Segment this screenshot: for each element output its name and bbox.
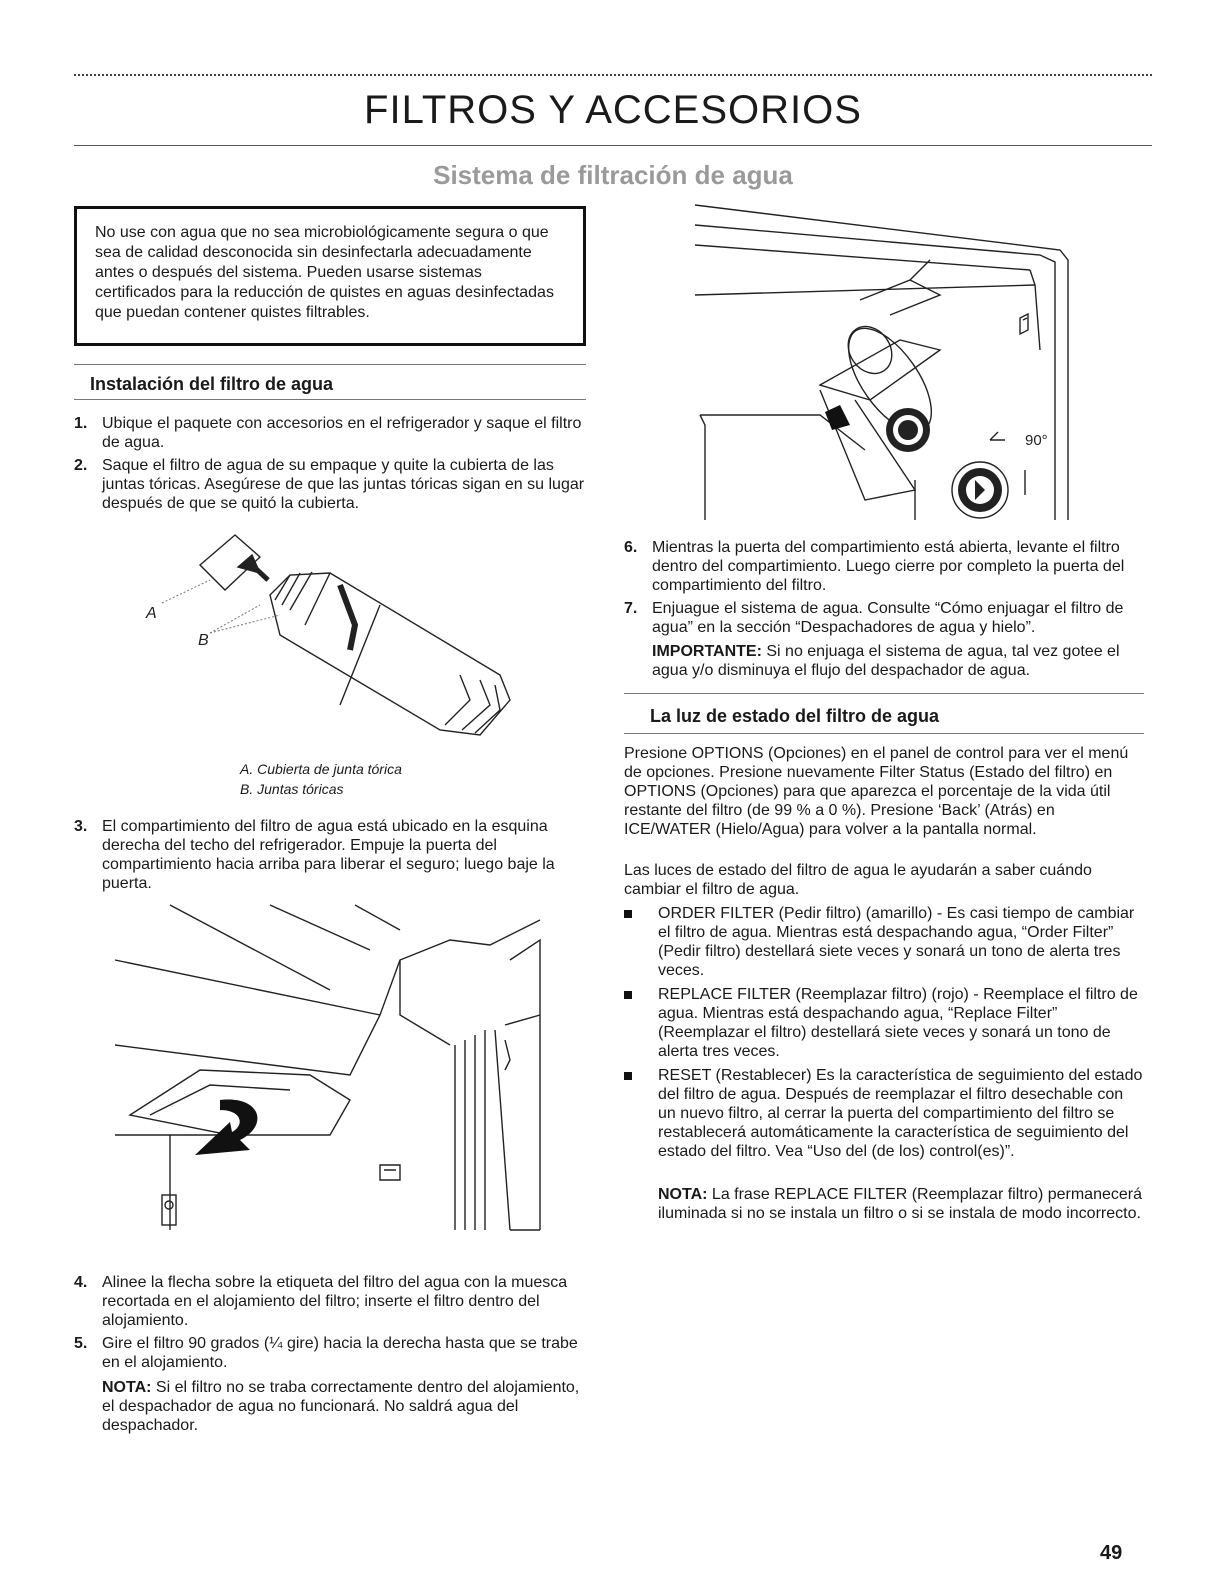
install-heading: Instalación del filtro de agua	[90, 374, 334, 394]
ceiling-compartment-illustration	[110, 900, 550, 1240]
step-text: Saque el filtro de agua de su empaque y quite la cubierta de las juntas tóricas. Asegúrese de que las juntas tóricas sigan en su lugar después de que se quitó la cubierta.	[102, 457, 585, 512]
step-text: El compartimiento del filtro de agua está ubicado en la esquina derecha del techo del refrigerador. Empuje la puerta del compartimiento hacia arriba para liberar el seguro; luego baje la puerta.	[102, 818, 555, 892]
bullet-square	[624, 1072, 632, 1080]
step-number: 4.	[74, 1274, 88, 1291]
step-number: 6.	[624, 539, 638, 556]
step-text: Enjuague el sistema de agua. Consulte “Cómo enjuagar el filtro de agua” en la sección “Despachadores de agua y hielo”.	[652, 600, 1124, 636]
step-number: 2.	[74, 457, 88, 474]
angle-label: 90°	[1025, 432, 1048, 449]
bullet-square	[624, 991, 632, 999]
step-text: Gire el filtro 90 grados (¼ gire) hacia la derecha hasta que se trabe en el alojamiento.	[102, 1335, 578, 1371]
bullet-square	[624, 910, 632, 918]
step-number: 5.	[74, 1335, 88, 1352]
status-heading-rule-top	[624, 693, 1144, 694]
install-heading-rule-bottom	[74, 399, 586, 400]
step-number: 3.	[74, 818, 88, 835]
status-paragraph-1: Presione OPTIONS (Opciones) en el panel de control para ver el menú de opciones. Presione nuevamente Filter Status (Estado del filtro) en OPTIONS (Opciones) para que aparezca el porcentaje de la vida útil restante del filtro (de 99 % a 0 %). Presione ‘Back’ (Atrás) en ICE/WATER (Hielo/Agua) para volver a la pantalla normal.	[624, 745, 1129, 838]
filter-oring-illustration	[140, 525, 540, 755]
page-number: 49	[1100, 1542, 1123, 1564]
status-heading: La luz de estado del filtro de agua	[650, 706, 940, 726]
bullet-text: REPLACE FILTER (Reemplazar filtro) (rojo) - Reemplace el filtro de agua. Mientras está despachando agua, “Replace Filter” (Reemplazar el filtro) destellará siete veces y sonará un tono de alerta tres veces.	[658, 986, 1138, 1060]
warning-box: No use con agua que no sea microbiológicamente segura o que sea de calidad desconocida sin desinfectarla adecuadamente antes o después del sistema. Pueden usarse sistemas certificados para la reducción de quistes en aguas desinfectadas que puedan contener quistes filtrables.	[74, 206, 586, 346]
title-rule	[74, 145, 1152, 146]
page-subtitle: Sistema de filtración de agua	[433, 160, 793, 190]
bullet-text: ORDER FILTER (Pedir filtro) (amarillo) - Es casi tiempo de cambiar el filtro de agua. Mientras está despachando agua, “Order Filter” (Pedir filtro) destellará siete veces y sonará un tono de alerta tres veces.	[658, 905, 1135, 979]
note-label: NOTA:	[102, 1379, 152, 1396]
note-step-5	[102, 1378, 586, 1435]
note-label: NOTA:	[658, 1186, 708, 1203]
step-text: Ubique el paquete con accesorios en el refrigerador y saque el filtro de agua.	[102, 415, 582, 451]
status-note	[658, 1185, 1144, 1223]
step-number: 1.	[74, 415, 88, 432]
important-text: Si no enjuaga el sistema de agua, tal vez gotee el agua y/o disminuya el flujo del despachador de agua.	[652, 643, 1120, 679]
install-heading-rule-top	[74, 364, 586, 365]
filter-housing-illustration	[690, 200, 1080, 525]
label-a: A	[146, 605, 157, 622]
page-title: FILTROS Y ACCESORIOS	[364, 88, 862, 132]
note-text: La frase REPLACE FILTER (Reemplazar filtro) permanecerá iluminada si no se instala un filtro o si se instala de modo incorrecto.	[658, 1186, 1142, 1222]
step-text: Mientras la puerta del compartimiento está abierta, levante el filtro dentro del compartimiento. Luego cierre por completo la puerta del compartimiento del filtro.	[652, 539, 1125, 594]
caption-a: A. Cubierta de junta tórica	[240, 761, 402, 777]
important-note	[652, 642, 1144, 680]
label-b: B	[198, 632, 209, 649]
important-label: IMPORTANTE:	[652, 643, 762, 660]
top-rule	[74, 74, 1152, 76]
step-text: Alinee la flecha sobre la etiqueta del filtro del agua con la muesca recortada en el alojamiento del filtro; inserte el filtro dentro del alojamiento.	[102, 1274, 568, 1329]
note-text: Si el filtro no se traba correctamente dentro del alojamiento, el despachador de agua no funcionará. No saldrá agua del despachador.	[102, 1379, 580, 1434]
caption-b: B. Juntas tóricas	[240, 781, 344, 797]
status-paragraph-2: Las luces de estado del filtro de agua le ayudarán a saber cuándo cambiar el filtro de agua.	[624, 862, 1092, 898]
step-number: 7.	[624, 600, 638, 617]
status-heading-rule-bottom	[624, 733, 1144, 734]
bullet-text: RESET (Restablecer) Es la característica de seguimiento del estado del filtro de agua. Después de reemplazar el filtro desechable con un nuevo filtro, al cerrar la puerta del compartimiento del filtro se restablecerá automáticamente la característica de seguimiento del estado del filtro. Vea “Uso del (de los) control(es)”.	[658, 1067, 1143, 1160]
